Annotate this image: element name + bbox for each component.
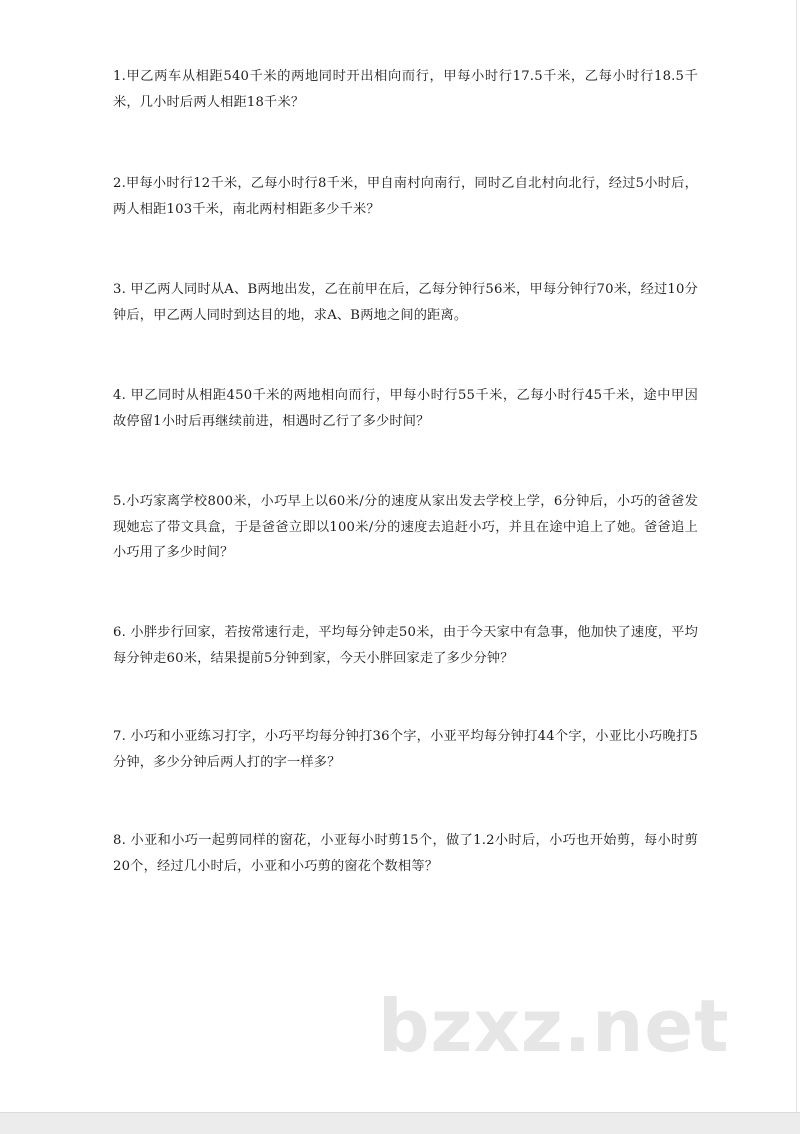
problem-7: 7. 小巧和小亚练习打字，小巧平均每分钟打36个字，小亚平均每分钟打44个字，小亚比小巧晚打5分钟，多少分钟后两人打的字一样多？ — [113, 729, 698, 770]
problem-1: 1.甲乙两车从相距540千米的两地同时开出相向而行，甲每小时行17.5千米，乙每小时行18.5千米，几小时后两人相距18千米？ — [113, 69, 698, 110]
problem-8: 8. 小亚和小巧一起剪同样的窗花，小亚每小时剪15个，做了1.2小时后，小巧也开始剪，每小时剪20个，经过几小时后，小亚和小巧剪的窗花个数相等？ — [113, 833, 698, 874]
problem-4: 4. 甲乙同时从相距450千米的两地相向而行，甲每小时行55千米，乙每小时行45千米，途中甲因故停留1小时后再继续前进，相遇时乙行了多少时间？ — [113, 388, 698, 429]
site-watermark: bzxz.net — [378, 984, 730, 1068]
problem-6: 6. 小胖步行回家，若按常速行走，平均每分钟走50米，由于今天家中有急事，他加快了速度，平均每分钟走60米，结果提前5分钟到家，今天小胖回家走了多少分钟？ — [113, 625, 698, 666]
problem-5: 5.小巧家离学校800米，小巧早上以60米/分的速度从家出发去学校上学，6分钟后，小巧的爸爸发现她忘了带文具盒，于是爸爸立即以100米/分的速度去追赶小巧，并且在途中追上了她。爸爸追上小巧用了多少时间？ — [113, 494, 698, 560]
problem-3: 3. 甲乙两人同时从A、B两地出发，乙在前甲在后，乙每分钟行56米，甲每分钟行70米，经过10分钟后，甲乙两人同时到达目的地，求A、B两地之间的距离。 — [113, 282, 698, 323]
page-bottom-edge — [0, 1112, 800, 1134]
problem-2: 2.甲每小时行12千米，乙每小时行8千米，甲自南村向南行，同时乙自北村向北行，经过5小时后，两人相距103千米，南北两村相距多少千米？ — [113, 176, 698, 217]
